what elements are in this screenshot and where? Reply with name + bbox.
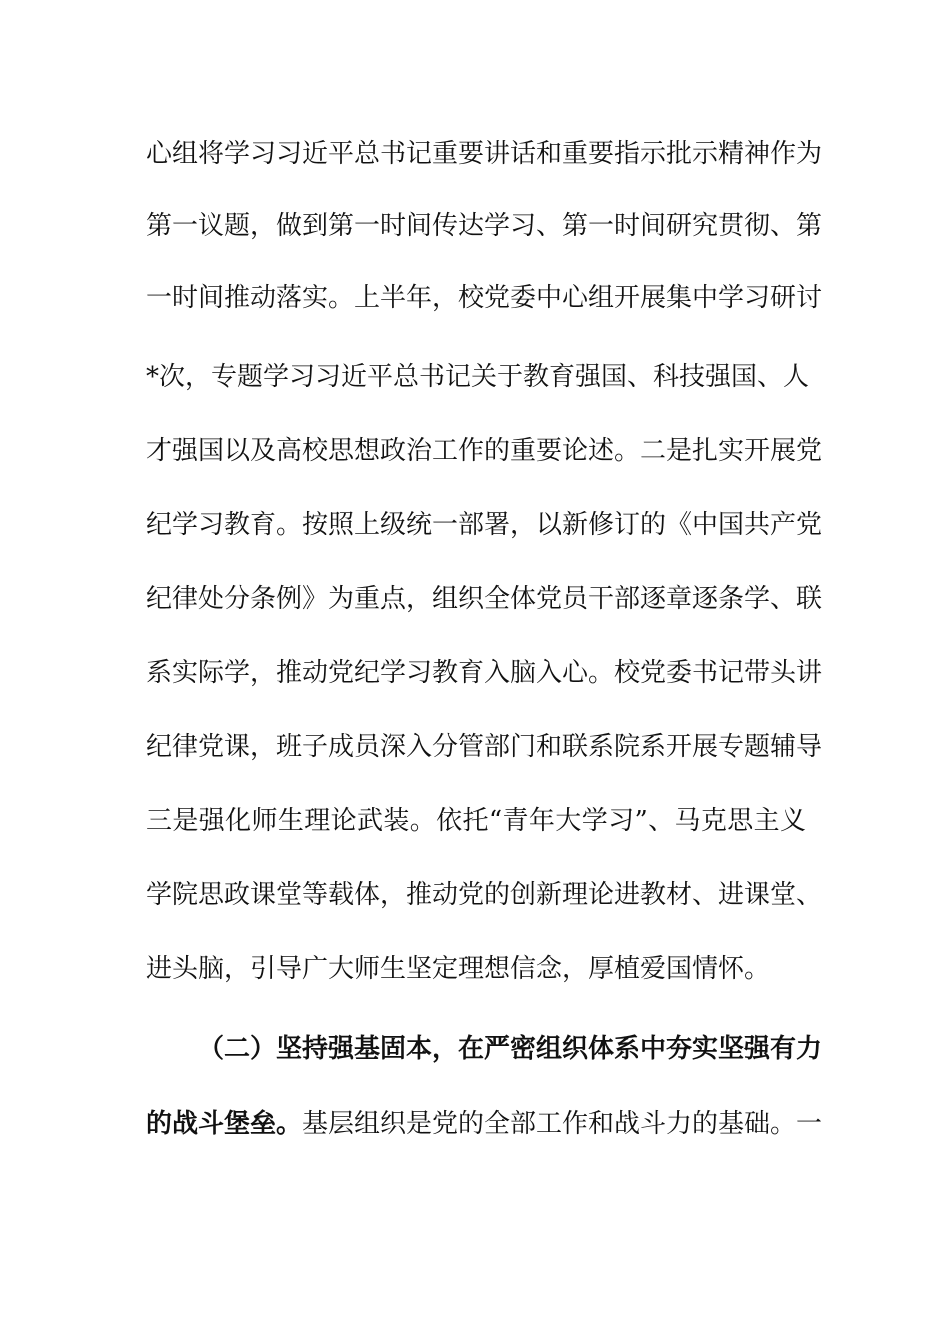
paragraph-line: 心组将学习习近平总书记重要讲话和重要指示批示精神作为 (146, 139, 823, 169)
paragraph-line: 纪学习教育。按照上级统一部署，以新修订的《中国共产党 (146, 510, 823, 540)
paragraph-line: 进头脑，引导广大师生坚定理想信念，厚植爱国情怀。 (146, 954, 771, 984)
paragraph-line: 第一议题，做到第一时间传达学习、第一时间研究贯彻、第 (146, 211, 823, 241)
section-heading: （二）坚持强基固本，在严密组织体系中夯实坚强有力 (198, 1034, 823, 1064)
section-body-text: 基层组织是党的全部工作和战斗力的基础。一 (302, 1109, 823, 1139)
paragraph-line: 学院思政课堂等载体，推动党的创新理论进教材、进课堂、 (146, 880, 823, 910)
paragraph-line: 系实际学，推动党纪学习教育入脑入心。校党委书记带头讲 (146, 658, 823, 688)
paragraph-line: *次，专题学习习近平总书记关于教育强国、科技强国、人 (146, 362, 810, 392)
paragraph-line: 一时间推动落实。上半年，校党委中心组开展集中学习研讨 (146, 283, 823, 313)
paragraph-line: 三是强化师生理论武装。依托“青年大学习”、马克思主义 (146, 806, 806, 836)
section-heading-end: 的战斗堡垒。 (146, 1109, 303, 1139)
paragraph-line: 才强国以及高校思想政治工作的重要论述。二是扎实开展党 (146, 436, 823, 466)
paragraph-line: 纪律处分条例》为重点，组织全体党员干部逐章逐条学、联 (146, 584, 823, 614)
section-heading-continuation (146, 1104, 823, 1144)
paragraph-line: 纪律党课，班子成员深入分管部门和联系院系开展专题辅导 (146, 732, 823, 762)
